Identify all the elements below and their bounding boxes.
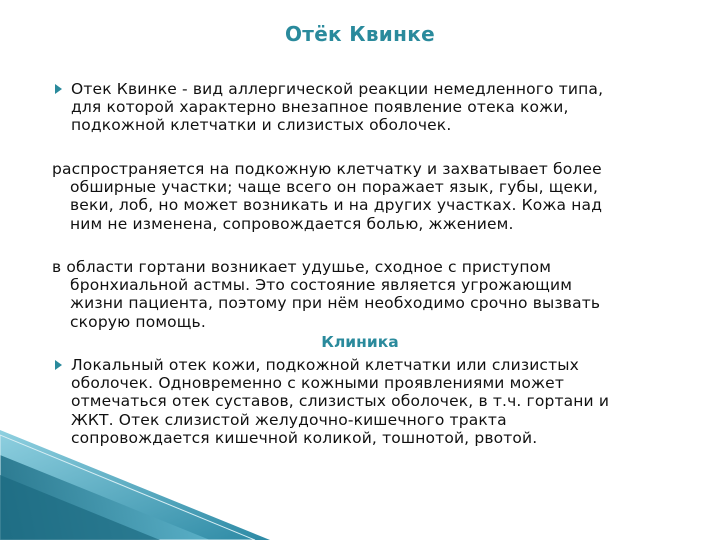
text-line: распространяется на подкожную клетчатку и захватывает более xyxy=(52,160,602,178)
text-line: Отек Квинке - вид аллергической реакции немедленного типа, xyxy=(71,80,604,98)
text-line: обширные участки; чаще всего он поражает язык, губы, щеки, xyxy=(70,178,599,197)
text-line: ним не изменена, сопровождается болью, жжением. xyxy=(70,214,514,233)
section-subtitle: Клиника xyxy=(321,333,399,351)
text-line: скорую помощь. xyxy=(70,312,206,331)
paragraph-larynx xyxy=(52,258,600,331)
text-line: бронхиальной астмы. Это состояние является угрожающим xyxy=(70,276,573,295)
text-line: отмечаться отек суставов, слизистых оболочек, в т.ч. гортани и xyxy=(71,392,610,411)
text-line: для которой характерно внезапное появление отека кожи, xyxy=(71,98,569,117)
text-line: Локальный отек кожи, подкожной клетчатки или слизистых xyxy=(71,356,579,374)
text-line: в области гортани возникает удушье, сходное с приступом xyxy=(52,258,552,276)
slide-title: Отёк Квинке xyxy=(285,22,435,46)
paragraph-spread xyxy=(52,160,602,233)
triangle-bullet-icon xyxy=(55,360,62,370)
text-line: жизни пациента, поэтому при нём необходимо срочно вызвать xyxy=(70,294,601,313)
text-line: веки, лоб, но может возникать и на других участках. Кожа над xyxy=(70,196,603,215)
text-line: ЖКТ. Отек слизистой желудочно-кишечного тракта xyxy=(71,410,507,429)
paragraph-definition xyxy=(71,80,603,135)
triangle-bullet-icon xyxy=(55,84,62,94)
text-line: сопровождается кишечной коликой, тошнотой, рвотой. xyxy=(71,428,538,447)
text-line: оболочек. Одновременно с кожными проявлениями может xyxy=(71,374,565,393)
decorative-corner-shape xyxy=(0,430,720,540)
text-line: подкожной клетчатки и слизистых оболочек. xyxy=(71,116,452,135)
